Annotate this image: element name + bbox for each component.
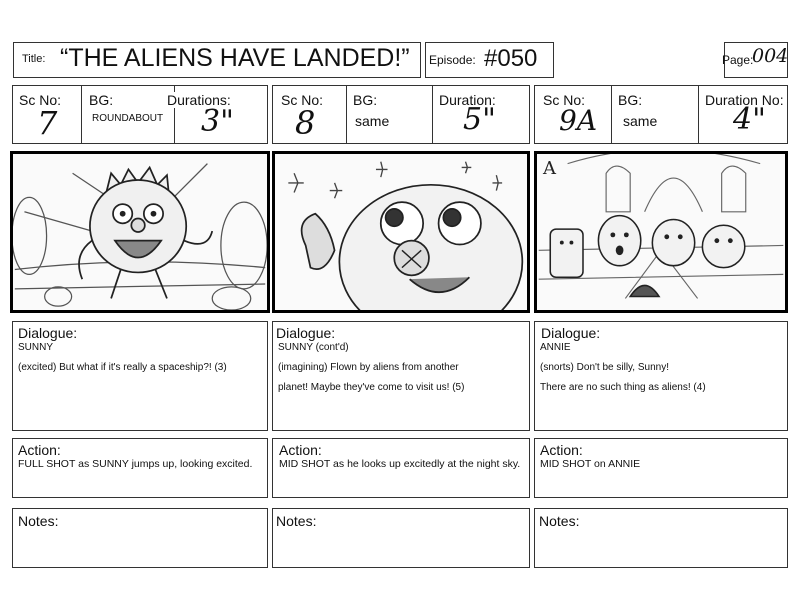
notes-label: Notes: (18, 513, 59, 529)
dialogue-box-2 (272, 321, 530, 431)
sketch-four-characters (537, 154, 785, 310)
dialogue-line: There are no such thing as aliens! (4) (540, 382, 706, 393)
dialogue-line: (imagining) Flown by aliens from another (278, 362, 459, 373)
bg-label: BG: (353, 92, 378, 108)
dialogue-line: planet! Maybe they've come to visit us! (5) (278, 382, 465, 393)
episode-box (425, 42, 554, 78)
notes-box-2 (272, 508, 530, 568)
notes-box-3 (534, 508, 788, 568)
dialogue-line: (snorts) Don't be silly, Sunny! (540, 362, 669, 373)
dialogue-box-3 (534, 321, 788, 431)
duration-label: Durations: (167, 92, 231, 108)
notes-box-1 (12, 508, 268, 568)
dialogue-label: Dialogue: (276, 325, 336, 341)
dialogue-box-1 (12, 321, 268, 431)
bg-value: same (623, 113, 658, 129)
duration-value: 3" (201, 104, 234, 139)
scene-info-3 (534, 85, 788, 144)
scene-number-label: Sc No: (19, 92, 62, 108)
title-label: Title: (22, 53, 46, 65)
episode-label: Episode: (429, 53, 476, 67)
sketch-sunny-jumping (13, 154, 267, 310)
dialogue-label: Dialogue: (18, 325, 78, 341)
dialogue-character: ANNIE (540, 342, 571, 353)
action-box-2 (272, 438, 530, 498)
action-text: MID SHOT as he looks up excitedly at the night sky. (279, 458, 521, 470)
storyboard-panel-2 (272, 151, 530, 313)
action-text: FULL SHOT as SUNNY jumps up, looking excited. (18, 458, 253, 470)
dialogue-line: (excited) But what if it's really a spaceship?! (3) (18, 362, 227, 373)
page-label: Page: (722, 53, 754, 67)
bg-label: BG: (89, 92, 114, 108)
notes-label: Notes: (539, 513, 580, 529)
scene-number-label: Sc No: (281, 92, 324, 108)
storyboard-panel-3 (534, 151, 788, 313)
page-number: 004 (752, 45, 789, 67)
bg-value: ROUNDABOUT (92, 113, 164, 124)
action-box-1 (12, 438, 268, 498)
action-label: Action: (540, 442, 583, 458)
scene-number: 9A (559, 104, 598, 137)
scene-number-label: Sc No: (543, 92, 586, 108)
scene-number: 8 (295, 104, 316, 142)
dialogue-character: SUNNY (cont'd) (278, 342, 349, 353)
duration-label: Duration: (439, 92, 496, 108)
storyboard-title: “THE ALIENS HAVE LANDED!” (60, 44, 410, 72)
sketch-sunny-looking-up (275, 154, 527, 310)
bg-label: BG: (618, 92, 643, 108)
panel-mark: A (543, 158, 556, 179)
notes-label: Notes: (276, 513, 317, 529)
dialogue-label: Dialogue: (541, 325, 601, 341)
action-box-3 (534, 438, 788, 498)
duration-label: Duration No: (705, 92, 784, 108)
scene-info-1 (12, 85, 268, 144)
action-text: MID SHOT on ANNIE (540, 458, 641, 470)
storyboard-panel-1 (10, 151, 270, 313)
scene-info-2 (272, 85, 530, 144)
duration-value: 5" (463, 102, 496, 137)
bg-value: same (355, 113, 390, 129)
scene-number: 7 (37, 104, 58, 142)
title-box (13, 42, 421, 78)
page-box (724, 42, 788, 78)
dialogue-character: SUNNY (18, 342, 54, 353)
duration-value: 4" (733, 102, 766, 137)
action-label: Action: (18, 442, 61, 458)
episode-number: #050 (484, 45, 538, 72)
action-label: Action: (279, 442, 322, 458)
